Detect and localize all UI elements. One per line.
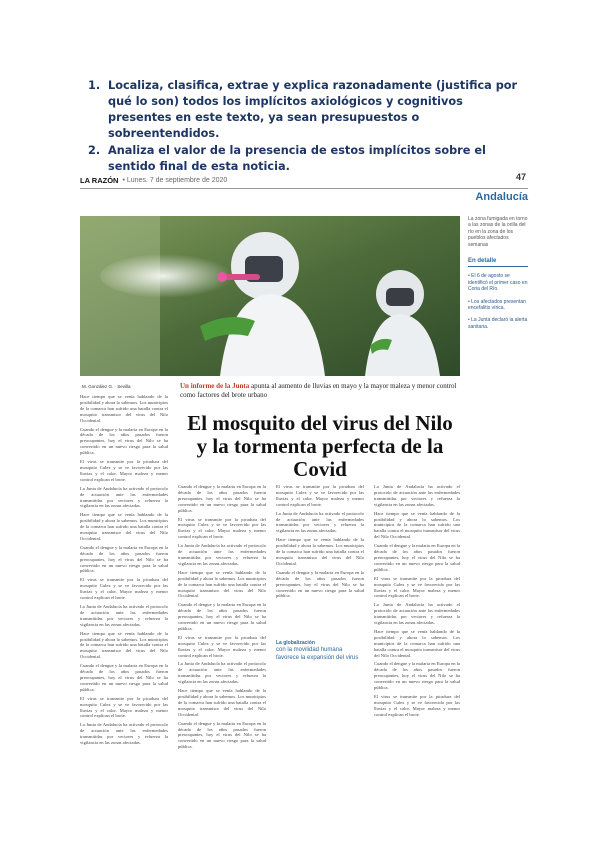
masthead <box>80 172 528 189</box>
issue-date: • Lunes. 7 de septiembre de 2020 <box>122 176 228 184</box>
article-paragraph: El virus se transmite por la picadura del mosquito Culex y se ve favorecido por las lluvias y el calor. Mayor maleza y menor control explican el brote. <box>178 634 266 658</box>
pull-quote-label: La globalización <box>276 640 315 646</box>
article-paragraph: Hace tiempo que se venía hablando de la posibilidad y ahora lo sabemos. Los municipios de la comarca han sufrido una batalla contra el mosquito transmisor del virus del Nilo Occidental. <box>80 630 168 660</box>
article-paragraph: Cuando el dengue y la malaria en Europa en la década de los años pasados fueron preocupantes, hoy el virus del Nilo se ha convertido en un nuevo riesgo para la salud pública. <box>178 602 266 631</box>
article-paragraph: Hace tiempo que se venía hablando de la posibilidad y ahora lo sabemos. Los municipios de la comarca han sufrido una batalla contra el mosquito transmisor del virus del Nilo Occidental. <box>374 510 460 540</box>
photo-caption: La zona fumigada en torno a las zonas de la orilla del río en la zona de los pueblos afectados semanas <box>468 216 528 248</box>
sidebar-item: • Los afectados presentan encefalitis vírica. <box>468 298 526 312</box>
article-paragraph: El virus se transmite por la picadura del mosquito Culex y se ve favorecido por las lluvias y el calor. Mayor maleza y menor control explican el brote. <box>276 484 364 507</box>
sidebar-item: • El 6 de agosto se identificó el primer caso en Coria del Río. <box>468 273 528 293</box>
kicker <box>180 382 460 400</box>
article-paragraph: Hace tiempo que se venía hablando de la posibilidad y ahora lo sabemos. Los municipios de la comarca han sufrido una batalla contra el mosquito transmisor del virus del Nilo Occidental. <box>276 537 364 566</box>
article-paragraph: La Junta de Andalucía ha activado el protocolo de actuación ante las enfermedades transmitidas por vectores y refuerza la vigilancia en las zonas afectadas. <box>80 604 168 627</box>
article-paragraph: El virus se transmite por la picadura del mosquito Culex y se ve favorecido por las lluvias y el calor. Mayor maleza y menor control explican el brote. <box>178 516 266 540</box>
article-paragraph: La Junta de Andalucía ha activado el protocolo de actuación ante las enfermedades transmitidas por vectores y refuerza la vigilancia en las zonas afectadas. <box>374 602 460 626</box>
article-paragraph: El virus se transmite por la picadura del mosquito Culex y se ve favorecido por las lluvias y el calor. Mayor maleza y menor control explican el brote. <box>80 577 168 601</box>
article-paragraph: La Junta de Andalucía ha activado el protocolo de actuación ante las enfermedades transmitidas por vectores y refuerza la vigilancia en las zonas afectadas. <box>178 543 266 566</box>
news-photo <box>80 216 460 376</box>
kicker-lead: Un informe de la Junta <box>180 382 250 390</box>
section-title: Andalucía <box>475 191 528 203</box>
article-paragraph: Cuando el dengue y la malaria en Europa en la década de los años pasados fueron preocupantes, hoy el virus del Nilo se ha convertido en un nuevo riesgo para la salud pública. <box>276 569 364 599</box>
instruction-number: 1. <box>88 79 101 92</box>
article-paragraph: Hace tiempo que se venía hablando de la posibilidad y ahora lo sabemos. Los municipios de la comarca han sufrido una batalla contra el mosquito transmisor del virus del Nilo Occidental. <box>374 628 460 658</box>
article-column-3 <box>276 484 364 602</box>
article-paragraph: Cuando el dengue y la malaria en Europa en la década de los años pasados fueron preocupantes, hoy el virus del Nilo se ha convertido en un nuevo riesgo para la salud pública. <box>178 484 266 513</box>
byline: M. González G. · Sevilla <box>82 384 131 389</box>
article-paragraph: La Junta de Andalucía ha activado el protocolo de actuación ante las enfermedades transmitidas por vectores y refuerza la vigilancia en las zonas afectadas. <box>374 484 460 507</box>
article-paragraph: Cuando el dengue y la malaria en Europa en la década de los años pasados fueron preocupantes, hoy el virus del Nilo se ha convertido en un nuevo riesgo para la salud pública. <box>374 661 460 691</box>
article-paragraph: Cuando el dengue y la malaria en Europa en la década de los años pasados fueron preocupantes, hoy el virus del Nilo se ha convertido en un nuevo riesgo para la salud pública. <box>374 543 460 572</box>
fumigation-photo-illustration <box>80 216 460 376</box>
article-paragraph: El virus se transmite por la picadura del mosquito Culex y se ve favorecido por las lluvias y el calor. Mayor maleza y menor control explican el brote. <box>374 575 460 599</box>
article-paragraph: Cuando el dengue y la malaria en Europa en la década de los años pasados fueron preocupantes, hoy el virus del Nilo se ha convertido en un nuevo riesgo para la salud pública. <box>80 426 168 456</box>
instruction-text: Localiza, clasifica, extrae y explica razonadamente (justifica por qué lo son) todos los implícitos axiológicos y cognitivos presentes en este texto, ya sean presupuestos o sobreentendidos. <box>108 79 518 140</box>
article-paragraph: Cuando el dengue y la malaria en Europa en la década de los años pasados fueron preocupantes, hoy el virus del Nilo se ha convertido en un nuevo riesgo para la salud pública. <box>178 720 266 750</box>
page-number: 47 <box>515 172 526 182</box>
article-paragraph: La Junta de Andalucía ha activado el protocolo de actuación ante las enfermedades transmitidas por vectores y refuerza la vigilancia en las zonas afectadas. <box>80 485 168 509</box>
sidebar-item: • La Junta declaró la alerta sanitaria. <box>468 317 528 330</box>
newspaper-brand: LA RAZÓN <box>80 175 119 185</box>
article-paragraph: La Junta de Andalucía ha activado el protocolo de actuación ante las enfermedades transmitidas por vectores y refuerza la vigilancia en las zonas afectadas. <box>178 661 266 685</box>
article-paragraph: El virus se transmite por la picadura del mosquito Culex y se ve favorecido por las lluvias y el calor. Mayor maleza y menor control explican el brote. <box>80 695 168 719</box>
instruction-item <box>88 78 528 142</box>
article-paragraph: La Junta de Andalucía ha activado el protocolo de actuación ante las enfermedades transmitidas por vectores y refuerza la vigilancia en las zonas afectadas. <box>276 510 364 534</box>
article-paragraph: Hace tiempo que se venía hablando de la posibilidad y ahora lo sabemos. Los municipios de la comarca han sufrido una batalla contra el mosquito transmisor del virus del Nilo Occidental. <box>80 512 168 541</box>
instruction-item <box>88 143 528 175</box>
newspaper-page <box>80 172 528 782</box>
article-paragraph: Hace tiempo que se venía hablando de la posibilidad y ahora lo sabemos. Los municipios de la comarca han sufrido una batalla contra el mosquito transmisor del virus del Nilo Occidental. <box>178 569 266 599</box>
article-paragraph: El virus se transmite por la picadura del mosquito Culex y se ve favorecido por las lluvias y el calor. Mayor maleza y menor control explican el brote. <box>374 694 460 717</box>
pull-quote <box>276 640 364 662</box>
headline: El mosquito del virus del Nilo y la tormenta perfecta de la Covid <box>187 411 453 481</box>
article-column-1 <box>80 394 168 749</box>
article-paragraph: La Junta de Andalucía ha activado el protocolo de actuación ante las enfermedades transmitidas por vectores y refuerza la vigilancia en las zonas afectadas. <box>80 722 168 746</box>
instruction-number: 2. <box>88 144 101 157</box>
article-column-2 <box>178 484 266 753</box>
article-column-4 <box>374 484 460 721</box>
article-paragraph: Cuando el dengue y la malaria en Europa en la década de los años pasados fueron preocupantes, hoy el virus del Nilo se ha convertido en un nuevo riesgo para la salud pública. <box>80 663 168 692</box>
article-paragraph: El virus se transmite por la picadura del mosquito Culex y se ve favorecido por las lluvias y el calor. Mayor maleza y menor control explican el brote. <box>80 459 168 482</box>
assignment-instructions <box>88 78 528 176</box>
pull-quote-text: con la movilidad humana favorece la expansión del virus <box>276 647 359 661</box>
kicker-text: apunta al aumento de lluvias en mayo y la mayor maleza y menor control como factores del brote urbano <box>180 382 457 399</box>
sidebar-heading: En detalle <box>468 258 528 267</box>
article-paragraph: Cuando el dengue y la malaria en Europa en la década de los años pasados fueron preocupantes, hoy el virus del Nilo se ha convertido en un nuevo riesgo para la salud pública. <box>80 544 168 574</box>
sidebar <box>468 216 528 330</box>
instruction-text: Analiza el valor de la presencia de estos implícitos sobre el sentido final de esta noticia. <box>108 144 486 173</box>
article-paragraph: Hace tiempo que se venía hablando de la posibilidad y ahora lo sabemos. Los municipios de la comarca han sufrido una batalla contra el mosquito transmisor del virus del Nilo Occidental. <box>80 394 168 423</box>
article-paragraph: Hace tiempo que se venía hablando de la posibilidad y ahora lo sabemos. Los municipios de la comarca han sufrido una batalla contra el mosquito transmisor del virus del Nilo Occidental. <box>178 688 266 717</box>
